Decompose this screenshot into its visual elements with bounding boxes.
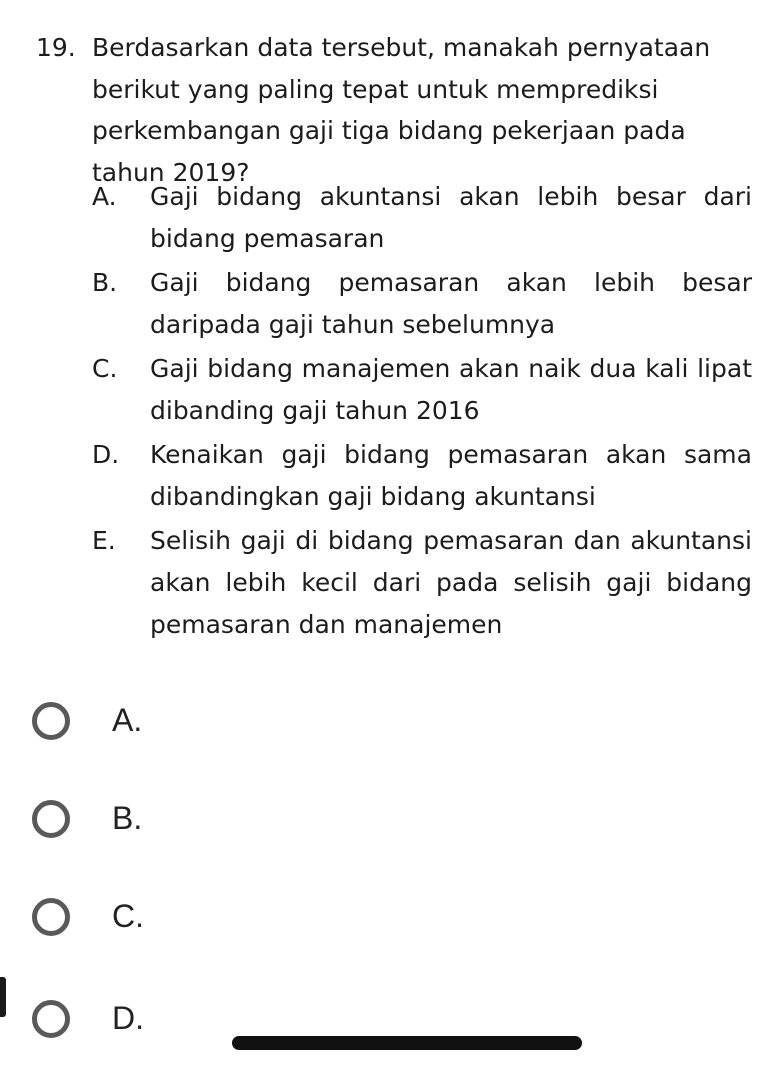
- option-text: Selisih gaji di bidang pemasaran dan akuntansi akan lebih kecil dari pada selisih gaji bidang pemasaran dan manajemen: [150, 526, 752, 639]
- option-letter: D.: [92, 440, 120, 469]
- answer-label-d: D.: [112, 1000, 144, 1036]
- radio-button-c[interactable]: [32, 898, 70, 936]
- option-text: Gaji bidang akuntansi akan lebih besar dari bidang pemasaran: [150, 182, 752, 253]
- question-option-b: [92, 262, 752, 346]
- question-option-e: [92, 520, 752, 646]
- answer-label-b: B.: [112, 800, 143, 836]
- option-letter: A.: [92, 182, 117, 211]
- option-text: Gaji bidang pemasaran akan lebih besar daripada gaji tahun sebelumnya: [150, 268, 752, 339]
- scroll-edge-marker: [0, 977, 6, 1017]
- option-text: Kenaikan gaji bidang pemasaran akan sama dibandingkan gaji bidang akuntansi: [150, 440, 752, 511]
- question-number: 19.: [36, 33, 76, 62]
- question-stem: Berdasarkan data tersebut, manakah pernyataan berikut yang paling tepat untuk memprediksi perkembangan gaji tiga bidang pekerjaan pada tahun 2019?: [92, 33, 711, 187]
- radio-button-d[interactable]: [32, 1000, 70, 1038]
- option-text: Gaji bidang manajemen akan naik dua kali lipat dibanding gaji tahun 2016: [150, 354, 752, 425]
- option-letter: E.: [92, 526, 116, 555]
- answer-option-a[interactable]: [0, 684, 780, 764]
- answer-option-b[interactable]: [0, 782, 780, 862]
- radio-button-b[interactable]: [32, 800, 70, 838]
- answer-option-c[interactable]: [0, 880, 780, 960]
- option-letter: B.: [92, 268, 118, 297]
- answer-label-a: A.: [112, 702, 143, 738]
- question-option-d: [92, 434, 752, 518]
- home-indicator[interactable]: [232, 1036, 582, 1050]
- answer-label-c: C.: [112, 898, 144, 934]
- radio-button-a[interactable]: [32, 702, 70, 740]
- question-option-a: [92, 176, 752, 260]
- answer-option-d[interactable]: [0, 982, 780, 1062]
- option-letter: C.: [92, 354, 118, 383]
- question-option-c: [92, 348, 752, 432]
